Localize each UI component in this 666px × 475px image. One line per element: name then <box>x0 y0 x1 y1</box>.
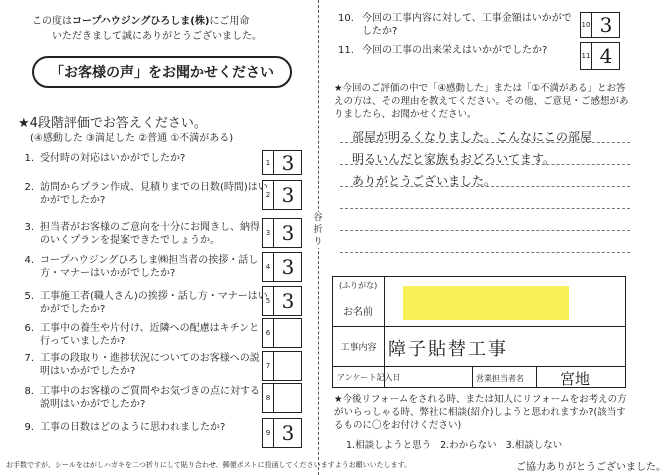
answer-value: 3 <box>599 13 613 37</box>
comment-rule <box>340 230 630 231</box>
intro-line-1 <box>32 12 249 27</box>
question-number: 7. <box>24 353 34 364</box>
comment-handwriting-2: 明るいんだと家族もおどろいてます。 <box>352 152 556 166</box>
name-label-cell <box>333 277 385 326</box>
question-text: コープハウジングひろしま㈱担当者の挨拶・話し方・マナーはいかがでしたか? <box>40 255 259 279</box>
comment-handwriting-3: ありがとうございました。 <box>352 174 497 188</box>
question-text: 担当者がお客様のご意向を十分にお聞きし、納得のいくプランを提案できたでしょうか。 <box>40 222 260 246</box>
question-5 <box>16 290 268 318</box>
question-7 <box>16 352 264 380</box>
sales-staff-value: 宮地 <box>560 370 591 388</box>
answer-box-5[interactable] <box>262 286 302 316</box>
question-number: 2. <box>24 182 34 193</box>
mailing-instructions: お手数ですが、シールをはがしハガキを二つ折りにして貼り合わせ、郵便ポストに投函してくださいますようお願いいたします。 <box>6 461 412 469</box>
answer-value: 3 <box>281 150 295 175</box>
thank-you-note: ご協力ありがとうございました。 <box>516 462 666 473</box>
comment-handwriting-1: 部屋が明るくなりました。こんなにこの部屋 <box>352 130 593 144</box>
answer-box-1[interactable] <box>262 150 302 175</box>
question-number: 3. <box>24 222 34 233</box>
answer-value: 3 <box>281 289 295 313</box>
referral-options: 1.相談しようと思う 2.わからない 3.相談しない <box>346 440 563 451</box>
cell-divider <box>472 367 473 388</box>
answer-value: 4 <box>599 44 613 68</box>
answer-box-number: 1 <box>263 151 274 174</box>
fold-label: 谷折り <box>311 212 325 248</box>
answer-value: 3 <box>281 183 295 207</box>
question-number: 10. <box>338 13 354 24</box>
cell-divider <box>536 367 537 388</box>
name-label: お名前 <box>343 307 373 318</box>
answer-value: 3 <box>281 221 295 245</box>
referral-question: ★今後リフォームをされる時、または知人にリフォームをお考えの方がいらっしゃる時、弊社に相談(紹介)しようと思われますか?(該当するものに〇をお付けください) <box>334 394 627 431</box>
question-8 <box>16 385 264 413</box>
answer-box-8[interactable] <box>262 383 302 413</box>
customer-voice-banner: 「お客様の声」をお聞かせください <box>32 56 292 88</box>
question-text: 工事中の養生や片付け、近隣への配慮はキチンと行っていましたか? <box>40 323 260 347</box>
question-4 <box>16 254 264 282</box>
answer-box-11[interactable] <box>580 42 620 70</box>
question-text: 工事施工者(職人さん)の挨拶・話し方・マナーはいかがでしたか? <box>40 291 268 315</box>
answer-box-6[interactable] <box>262 318 302 348</box>
cell-divider <box>384 367 385 388</box>
evaluation-title: ★4段階評価でお答えください。 <box>18 116 207 131</box>
intro-line-2: いただきまして誠にありがとうございました。 <box>52 31 262 42</box>
question-text: 工事の段取り・進捗状況についてのお客様への説明はいかがでしたか? <box>40 353 260 377</box>
answer-box-10[interactable] <box>580 12 620 38</box>
answer-box-number: 7 <box>263 352 274 380</box>
survey-date-label: アンケート記入日 <box>337 373 401 382</box>
question-number: 8. <box>24 386 34 397</box>
question-text: 受付時の対応はいかがでしたか? <box>40 153 186 164</box>
answer-value <box>275 384 301 412</box>
furigana-label: (ふりがな) <box>339 281 378 290</box>
answer-box-number: 8 <box>263 384 274 412</box>
question-text: 工事の日数はどのように思われましたか? <box>40 422 226 433</box>
name-redaction <box>403 286 569 320</box>
answer-box-number: 6 <box>263 319 274 347</box>
question-3 <box>16 221 264 249</box>
company-name: コープハウジングひろしま(株) <box>72 16 210 27</box>
answer-box-number: 2 <box>263 181 274 209</box>
work-content-value: 障子貼替工事 <box>388 339 508 360</box>
question-text: 訪問からプラン作成、見積りまでの日数(時間)はいかがでしたか? <box>40 182 268 206</box>
question-number: 4. <box>24 255 34 266</box>
answer-box-number: 11 <box>581 43 592 69</box>
work-label: 工事内容 <box>333 327 385 366</box>
comment-prompt: ★今回のご評価の中で「④感動した」または「①不満がある」とお答えの方は、その理由を教えてください。その他、ご意見・ご感想がありましたら、お聞かせください。 <box>334 83 629 120</box>
question-6 <box>16 322 264 350</box>
question-number: 5. <box>24 291 34 302</box>
answer-box-7[interactable] <box>262 351 302 381</box>
intro-prefix: この度は <box>32 16 72 27</box>
answer-box-number: 3 <box>263 219 274 247</box>
question-text: 工事中のお客様のご質問やお気づきの点に対する説明はいかがでしたか? <box>40 386 260 410</box>
question-number: 1. <box>24 153 34 164</box>
question-text: 今回の工事の出来栄えはいかがでしたか? <box>362 45 548 56</box>
question-number: 6. <box>24 323 34 334</box>
question-11 <box>338 44 578 72</box>
question-1 <box>16 152 264 180</box>
answer-value: 3 <box>281 255 295 279</box>
answer-value: 3 <box>281 421 295 445</box>
answer-box-number: 9 <box>263 419 274 447</box>
answer-value <box>275 319 301 347</box>
question-number: 11. <box>338 45 354 56</box>
question-text: 今回の工事内容に対して、工事金額はいかがでしたか? <box>362 13 572 37</box>
answer-box-2[interactable] <box>262 180 302 210</box>
question-9 <box>16 421 264 449</box>
comment-rule <box>340 208 630 209</box>
question-2 <box>16 181 268 209</box>
answer-box-number: 10 <box>581 13 592 37</box>
answer-box-number: 4 <box>263 253 274 281</box>
answer-box-9[interactable] <box>262 418 302 448</box>
evaluation-scale: (④感動した ③満足した ②普通 ①不満がある) <box>30 133 234 144</box>
answer-value <box>275 352 301 380</box>
question-10 <box>338 12 578 40</box>
question-number: 9. <box>24 422 34 433</box>
answer-box-4[interactable] <box>262 252 302 282</box>
answer-box-number: 5 <box>263 287 274 315</box>
sales-staff-label: 営業担当者名 <box>476 374 524 383</box>
answer-box-3[interactable] <box>262 218 302 248</box>
comment-rule <box>340 252 630 253</box>
intro-suffix: にご用命 <box>209 16 250 27</box>
